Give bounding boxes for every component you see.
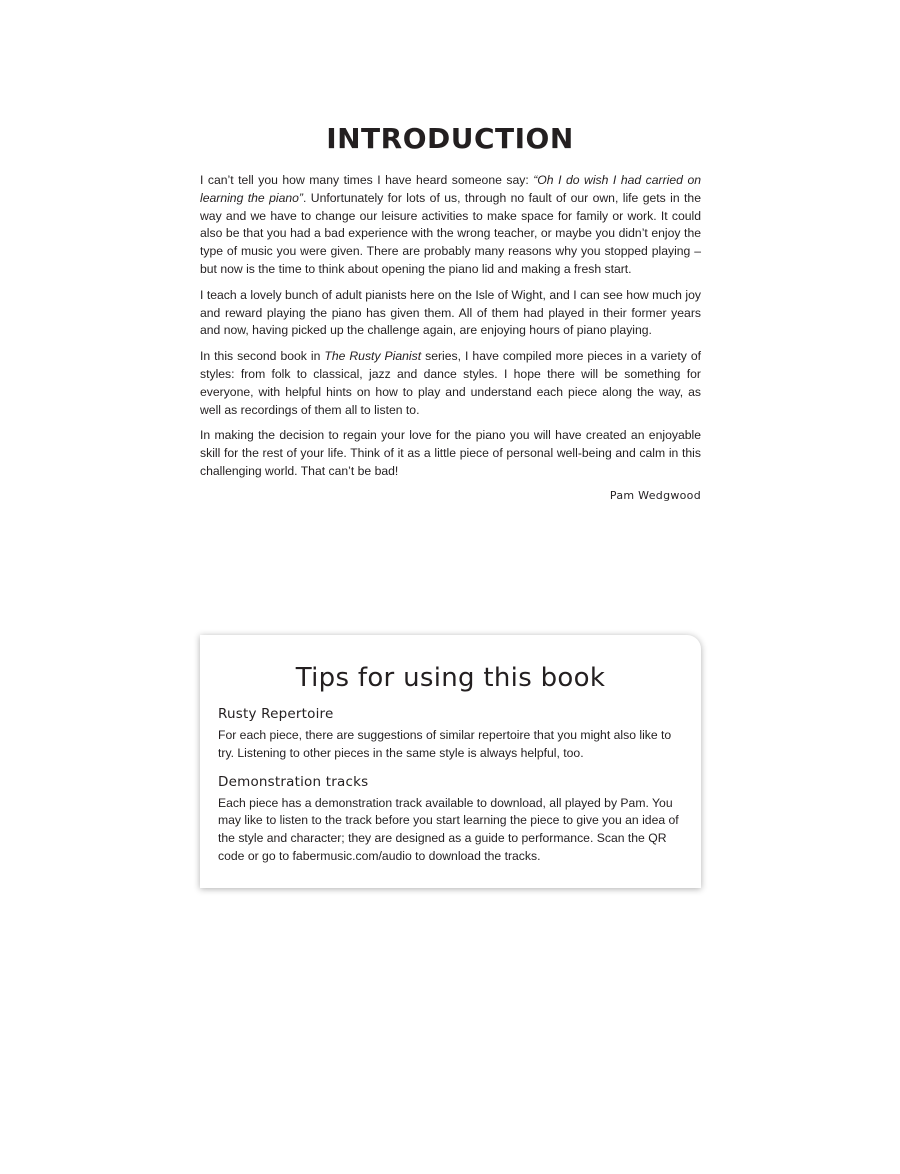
intro-paragraph-4: In making the decision to regain your love for the piano you will have created an enjoyable skill for the rest of your life. Think of it as a little piece of personal well-being and calm in this challenging world. That can’t be bad! (200, 428, 701, 478)
tips-heading-demonstration-tracks: Demonstration tracks (218, 773, 369, 790)
intro-p1-quote: “Oh I do wish I had carried on learning the piano” (200, 173, 701, 205)
intro-p3-text-b: series, I have compiled more pieces in a variety of styles: from folk to classical, jazz and dance styles. I hope there will be something for everyone, with helpful hints on how to play and understand each piece along the way, as well as recordings of them all to listen to. (200, 349, 701, 417)
intro-p1-text-b: . Unfortunately for lots of us, through no fault of our own, life gets in the way and we have to change our leisure activities to make space for family or work. It could also be that you had a bad experience with the wrong teacher, or maybe you didn’t enjoy the type of music you were given. There are probably many reasons why you stopped playing – but now is the time to think about opening the piano lid and making a fresh start. (200, 190, 701, 276)
tips-title: Tips for using this book (295, 663, 606, 693)
tips-text-rusty-repertoire: For each piece, there are suggestions of similar repertoire that you might also like to try. Listening to other pieces in the same style is always helpful, too. (218, 728, 672, 760)
intro-paragraph-2: I teach a lovely bunch of adult pianists here on the Isle of Wight, and I can see how much joy and reward playing the piano has given them. All of them had played in their former years and now, having picked up the challenge again, are enjoying hours of piano playing. (200, 287, 701, 338)
intro-paragraph-1 (200, 172, 701, 279)
introduction-section (200, 172, 701, 502)
tips-heading-rusty-repertoire: Rusty Repertoire (218, 706, 334, 722)
author-signature: Pam Wedgwood (609, 488, 701, 502)
tips-box (200, 635, 701, 888)
tips-text-demonstration-tracks: Each piece has a demonstration track available to download, all played by Pam. You may like to listen to the track before you start learning the piece to give you an idea of the style and character; they are designed as a guide to performance. Scan the QR code or go to fabermusic.com/audio to download the tracks. (218, 795, 679, 863)
intro-p3-text-a: In this second book in (200, 349, 325, 364)
intro-p1-text-a: I can’t tell you how many times I have heard someone say: (200, 173, 534, 187)
intro-paragraph-3 (200, 348, 701, 419)
page-title: INTRODUCTION (326, 122, 574, 155)
intro-p3-series-title: The Rusty Pianist (324, 349, 422, 364)
